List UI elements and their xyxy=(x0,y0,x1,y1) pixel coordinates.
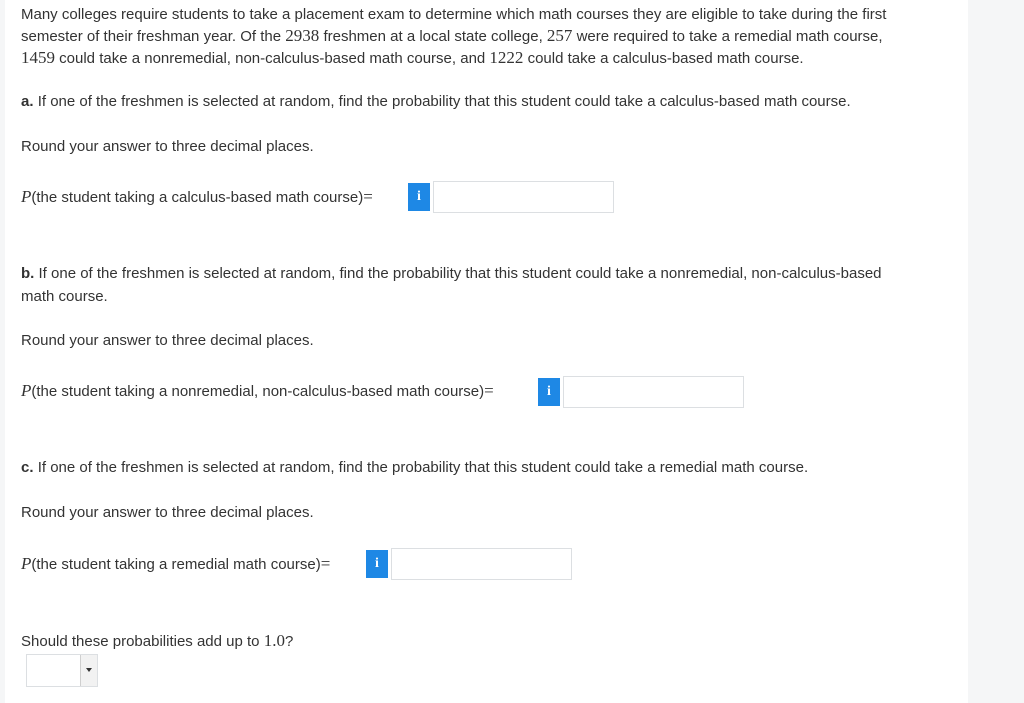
intro-line-3: 1459 could take a nonremedial, non-calculus-based math course, and 1222 could take a calculus-based math course. xyxy=(21,48,804,67)
part-a-prompt: P(the student taking a calculus-based math course)= xyxy=(21,187,373,206)
part-a-answer-input[interactable] xyxy=(433,181,614,213)
part-c-rounding: Round your answer to three decimal places. xyxy=(21,504,314,521)
part-a-question: a. If one of the freshmen is selected at random, find the probability that this student could take a calculus-based math course. xyxy=(21,93,851,110)
intro-line-1: Many colleges require students to take a placement exam to determine which math courses they are eligible to take during the first xyxy=(21,6,887,23)
sum-question: Should these probabilities add up to 1.0? xyxy=(21,631,294,650)
intro-line-2: semester of their freshman year. Of the 2938 freshmen at a local state college, 257 were required to take a remedial math course, xyxy=(21,26,883,45)
sum-answer-select[interactable] xyxy=(26,654,98,687)
info-icon[interactable]: i xyxy=(408,183,430,211)
part-b-question-line2: math course. xyxy=(21,288,108,305)
part-b-prompt: P(the student taking a nonremedial, non-calculus-based math course)= xyxy=(21,381,494,400)
part-b-question: b. If one of the freshmen is selected at random, find the probability that this student could take a nonremedial, non-calculus-based xyxy=(21,265,882,282)
part-a-rounding: Round your answer to three decimal places. xyxy=(21,138,314,155)
part-c-answer-input[interactable] xyxy=(391,548,572,580)
problem-intro xyxy=(21,3,886,69)
part-b-answer-input[interactable] xyxy=(563,376,744,408)
part-b-rounding: Round your answer to three decimal places. xyxy=(21,332,314,349)
info-icon[interactable]: i xyxy=(366,550,388,578)
part-c-question: c. If one of the freshmen is selected at random, find the probability that this student could take a remedial math course. xyxy=(21,459,809,476)
question-panel xyxy=(5,0,968,703)
part-c-prompt: P(the student taking a remedial math course)= xyxy=(21,554,331,573)
dropdown-arrow-icon[interactable] xyxy=(80,655,97,686)
info-icon[interactable]: i xyxy=(538,378,560,406)
